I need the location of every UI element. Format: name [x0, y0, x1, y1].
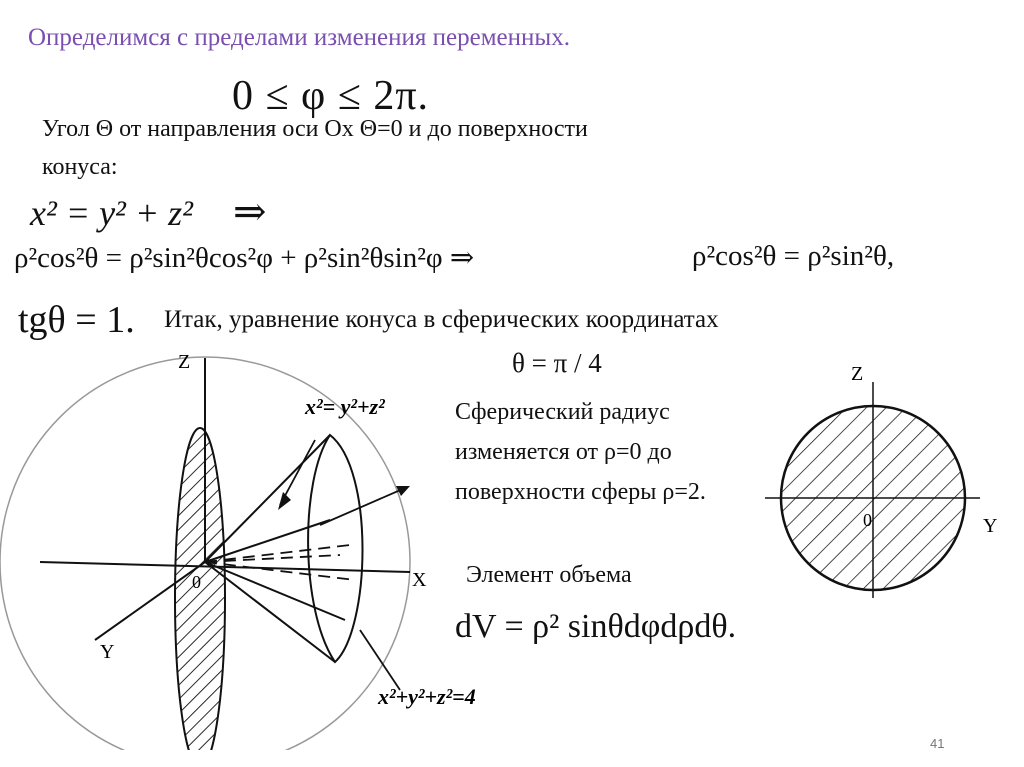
cone-sphere-figure [0, 340, 560, 750]
cone-equation-text: x² = y² + z² [30, 193, 193, 233]
substitution-formula: ρ²cos²θ = ρ²sin²θcos²φ + ρ²sin²θsin²φ ⇒ [14, 242, 475, 274]
label-y-left: Y [100, 641, 115, 663]
cone-equation [30, 188, 266, 235]
volume-label: Элемент объема [466, 562, 632, 588]
volume-formula: dV = ρ² sinθdφdρdθ. [455, 608, 737, 645]
label-origin-left: 0 [192, 572, 201, 592]
simplified-formula: ρ²cos²θ = ρ²sin²θ, [692, 240, 895, 272]
cone-label: x²= y²+z² [305, 394, 385, 419]
tan-equation: tgθ = 1. [18, 299, 135, 341]
slide-title: Определимся с пределами изменения переменных. [28, 24, 570, 51]
page-number: 41 [930, 736, 945, 751]
theta-value: θ = π / 4 [512, 348, 602, 378]
label-y-right: Y [983, 515, 998, 537]
arrow-cone-head [278, 492, 291, 510]
phi-range-formula: 0 ≤ φ ≤ 2π. [232, 73, 430, 119]
angle-description-line2: конуса: [42, 154, 118, 180]
label-z-right: Z [851, 363, 864, 385]
label-x-left: X [412, 569, 427, 591]
arrow-ray [320, 488, 405, 525]
circle-projection-figure [755, 360, 1005, 640]
angle-description [42, 110, 588, 186]
label-z-left: Z [178, 351, 191, 373]
label-origin-right: 0 [863, 510, 872, 530]
cone-cap [308, 435, 362, 662]
implies-arrow: ⇒ [232, 189, 267, 234]
angle-description-line1: Угол Θ от направления оси Ох Θ=0 и до поверхности [42, 116, 588, 142]
cone-dashed-lines [205, 545, 355, 580]
sphere-label: x²+y²+z²=4 [378, 684, 476, 709]
radius-description: Сферический радиус изменяется от ρ=0 до поверхности сферы ρ=2. [455, 399, 706, 505]
arrow-sphere [360, 630, 400, 690]
conclusion-text: Итак, уравнение конуса в сферических координатах [164, 306, 719, 333]
